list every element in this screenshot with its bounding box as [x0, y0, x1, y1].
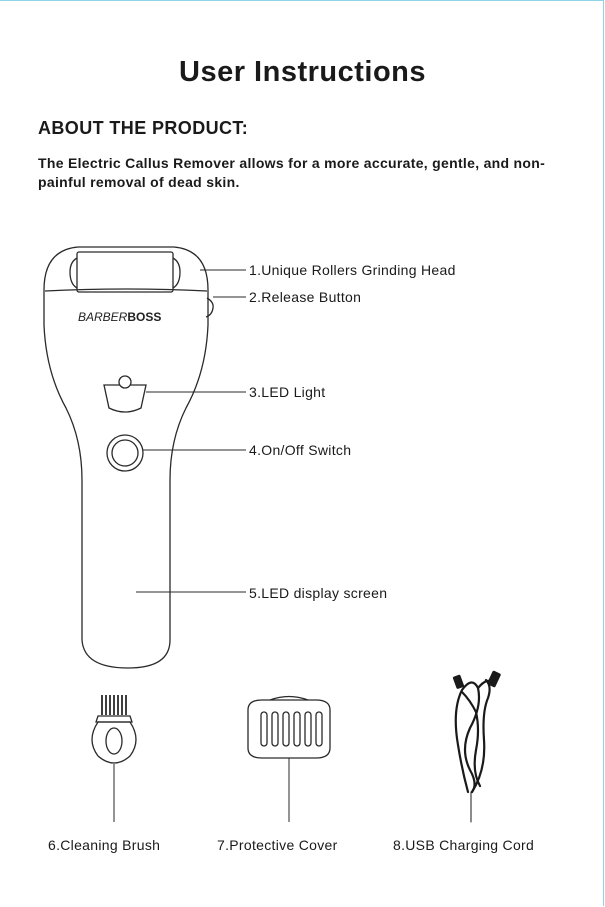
head-separator	[45, 289, 207, 291]
page-title: User Instructions	[179, 56, 426, 88]
release-button-shape	[206, 298, 213, 317]
brand-logo-part2: BOSS	[127, 310, 162, 324]
roller-grinding-head	[77, 252, 173, 292]
accessory-label-protective-cover: 7.Protective Cover	[217, 837, 338, 853]
part-label-grinding-head: 1.Unique Rollers Grinding Head	[249, 262, 456, 278]
part-label-release-button: 2.Release Button	[249, 289, 362, 305]
brand-logo	[78, 310, 161, 324]
protective-cover-illustration	[248, 697, 330, 823]
usb-cord-illustration	[453, 671, 500, 822]
part-label-led-light: 3.LED Light	[249, 384, 326, 400]
cleaning-brush-illustration	[92, 695, 136, 822]
part-label-display-screen: 5.LED display screen	[249, 585, 388, 601]
section-heading: ABOUT THE PRODUCT:	[38, 118, 249, 138]
accessory-label-usb-cord: 8.USB Charging Cord	[393, 837, 535, 853]
led-light-shape	[104, 385, 146, 412]
brand-logo-part1: BARBER	[78, 310, 128, 324]
intro-text: The Electric Callus Remover allows for a more accurate, gentle, and non-painful removal of dead skin.	[38, 155, 546, 190]
accessory-label-cleaning-brush: 6.Cleaning Brush	[48, 837, 161, 853]
part-label-power-switch: 4.On/Off Switch	[249, 442, 352, 458]
